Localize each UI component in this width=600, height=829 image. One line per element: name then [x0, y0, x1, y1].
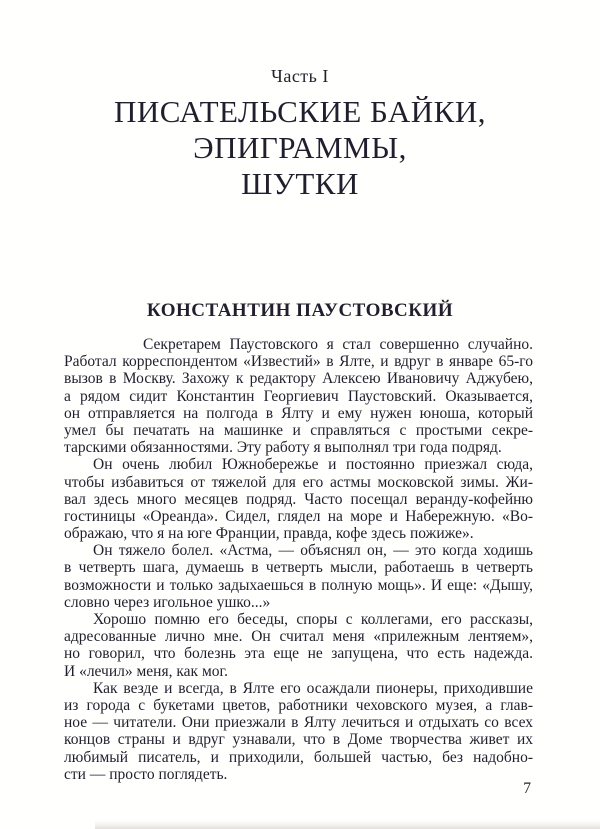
part-label: Часть I [271, 66, 329, 86]
text-line: он отправляется на полгода в Ялту и ему нужен юноша, который [64, 404, 533, 422]
part-title-line-1: ПИСАТЕЛЬСКИЕ БАЙКИ, [114, 94, 486, 129]
text-line: но говорил, что болезнь эта еще не запущена, что есть надежда. [64, 645, 533, 663]
text-line: сти — просто поглядеть. [64, 765, 228, 783]
text-line: ображаю, что я на юге Франции, правда, кофе здесь пожиже». [64, 525, 474, 543]
text-line: в четверть шага, думаешь в четверть мысли, работаешь в четверть [64, 559, 533, 577]
text-line: возможности и только задыхаешься в полную мощь». И еще: «Дышу, [64, 576, 533, 594]
text-line: тарскими обязанностями. Эту работу я выполнял три года подряд. [64, 439, 502, 457]
text-line: вызов в Москву. Захожу к редактору Алексею Ивановичу Аджубею, [64, 370, 533, 388]
text-line: умел бы печатать на машинке и справляться с простыми секре- [64, 421, 533, 439]
text-line: гостиницы «Ореанда». Сидел, глядел на море и Набережную. «Во- [64, 507, 533, 525]
text-line: Хорошо помню его беседы, споры с коллегами, его рассказы, [93, 611, 533, 628]
text-line: чтобы избавиться от тяжелой для его астмы московской зимы. Жи- [64, 473, 533, 491]
section-heading: КОНСТАНТИН ПАУСТОВСКИЙ [146, 300, 454, 321]
page-edge-shadow [95, 820, 600, 829]
text-line: Как везде и всегда, в Ялте его осаждали пионеры, приходившие [93, 679, 533, 697]
text-line: вал здесь много месяцев подряд. Часто посещал веранду-кофейню [64, 490, 533, 508]
text-line: из города с букетами цветов, работники чеховского музея, а глав- [64, 696, 533, 714]
text-line: Работал корреспондентом «Известий» в Ялте, и вдруг в январе 65-го [64, 353, 533, 371]
text-line: любимый писатель, и приходили, большей частью, без надобно- [64, 748, 533, 766]
text-line: И «лечил» меня, как мог. [64, 662, 228, 680]
page-number: 7 [523, 780, 531, 797]
text-line: а рядом сидит Константин Георгиевич Паустовский. Оказывается, [64, 387, 533, 405]
text-line: Он тяжело болел. «Астма, — объяснял он, — это когда ходишь [93, 542, 533, 560]
text-line: словно через игольное ушко...» [64, 593, 271, 611]
body-text [64, 336, 533, 783]
text-line: Он очень любил Южнобережье и постоянно приезжал сюда, [93, 456, 533, 474]
text-line: адресованные лично мне. Он считал меня «прилежным лентяем», [64, 628, 533, 646]
part-title [0, 94, 600, 202]
part-title-line-2: ЭПИГРАММЫ, [193, 130, 407, 165]
text-line: Секретарем Паустовского я стал совершенно случайно. [143, 336, 533, 353]
text-line: концов страны и вдруг узнавали, что в Доме творчества живет их [64, 731, 533, 749]
text-line: ное — читатели. Они приезжали в Ялту лечиться и отдыхать со всех [64, 714, 533, 732]
part-title-line-3: ШУТКИ [241, 166, 359, 201]
